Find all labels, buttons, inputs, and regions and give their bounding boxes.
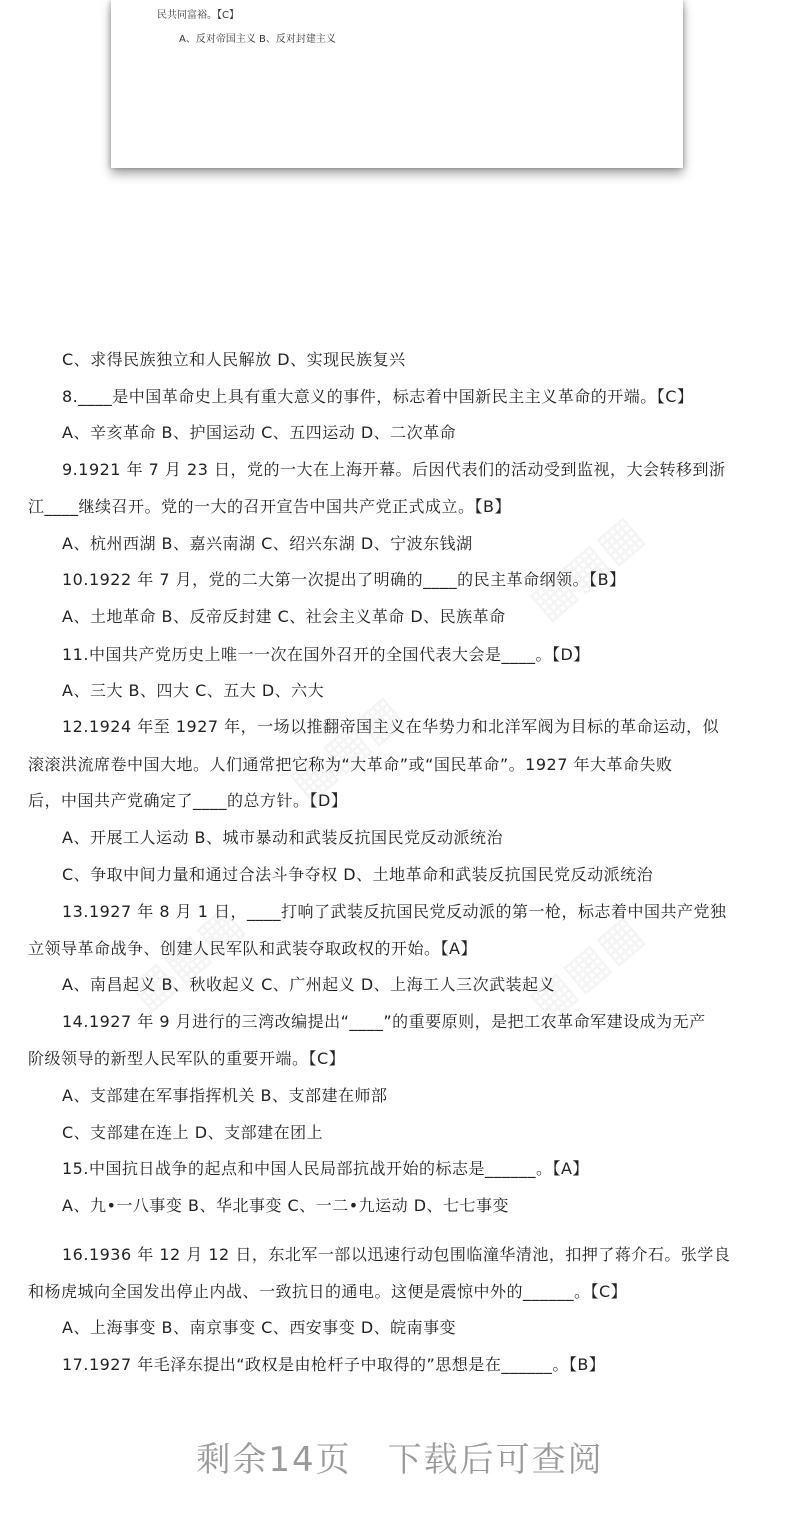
question-line: 8.____是中国革命史上具有重大意义的事件，标志着中国新民主主义革命的开端。【C】	[62, 387, 694, 406]
preview-text-line: 民共同富裕。【C】	[157, 10, 239, 21]
question-line: 滚滚洪流席卷中国大地。人们通常把它称为“大革命”或“国民革命”。1927 年大革命失败	[28, 755, 673, 774]
option-line: A、九•一八事变 B、华北事变 C、一二•九运动 D、七七事变	[62, 1196, 510, 1215]
question-line: 后，中国共产党确定了____的总方针。【D】	[28, 791, 348, 810]
question-line: 阶级领导的新型人民军队的重要开端。【C】	[28, 1049, 346, 1068]
question-line: 9.1921 年 7 月 23 日，党的一大在上海开幕。后因代表们的活动受到监视，大会转移到浙	[62, 460, 726, 479]
question-line: 17.1927 年毛泽东提出“政权是由枪杆子中取得的”思想是在______。【B】	[62, 1355, 606, 1374]
option-line: A、南昌起义 B、秋收起义 C、广州起义 D、上海工人三次武装起义	[62, 975, 556, 994]
watermark	[518, 504, 653, 629]
option-line: A、开展工人运动 B、城市暴动和武装反抗国民党反动派统治	[62, 828, 504, 847]
question-line: 和杨虎城向全国发出停止内战、一致抗日的通电。这便是震惊中外的______。【C】	[28, 1282, 628, 1301]
question-line: 14.1927 年 9 月进行的三湾改编提出“____”的重要原则，是把工农革命军建设成为无产	[62, 1012, 706, 1031]
option-line: C、求得民族独立和人民解放 D、实现民族复兴	[62, 350, 406, 369]
remaining-pages-download-prompt[interactable]: 剩余14页 下载后可查阅	[196, 1440, 604, 1480]
option-line: C、争取中间力量和通过合法斗争夺权 D、土地革命和武装反抗国民党反动派统治	[62, 865, 654, 884]
option-line: A、辛亥革命 B、护国运动 C、五四运动 D、二次革命	[62, 423, 457, 442]
document-page-preview	[111, 0, 683, 168]
option-line: A、上海事变 B、南京事变 C、西安事变 D、皖南事变	[62, 1318, 457, 1337]
question-line: 16.1936 年 12 月 12 日，东北军一部以迅速行动包围临潼华清池，扣押了蒋介石。张学良	[62, 1245, 731, 1264]
question-line: 12.1924 年至 1927 年，一场以推翻帝国主义在华势力和北洋军阀为目标的革命运动，似	[62, 717, 720, 736]
preview-text-line: A、反对帝国主义 B、反对封建主义	[179, 34, 336, 45]
question-line: 15.中国抗日战争的起点和中国人民局部抗战开始的标志是______。【A】	[62, 1159, 589, 1178]
question-line: 11.中国共产党历史上唯一一次在国外召开的全国代表大会是____。【D】	[62, 645, 590, 664]
question-line: 江____继续召开。党的一大的召开宣告中国共产党正式成立。【B】	[28, 497, 511, 516]
question-line: 立领导革命战争、创建人民军队和武装夺取政权的开始。【A】	[28, 939, 477, 958]
option-line: A、支部建在军事指挥机关 B、支部建在师部	[62, 1086, 388, 1105]
option-line: A、杭州西湖 B、嘉兴南湖 C、绍兴东湖 D、宁波东钱湖	[62, 534, 473, 553]
question-line: 13.1927 年 8 月 1 日，____打响了武装反抗国民党反动派的第一枪，标志着中国共产党独	[62, 902, 727, 921]
question-line: 10.1922 年 7 月，党的二大第一次提出了明确的____的民主革命纲领。【B】	[62, 570, 626, 589]
option-line: A、土地革命 B、反帝反封建 C、社会主义革命 D、民族革命	[62, 607, 506, 626]
option-line: A、三大 B、四大 C、五大 D、六大	[62, 681, 325, 700]
option-line: C、支部建在连上 D、支部建在团上	[62, 1123, 324, 1142]
